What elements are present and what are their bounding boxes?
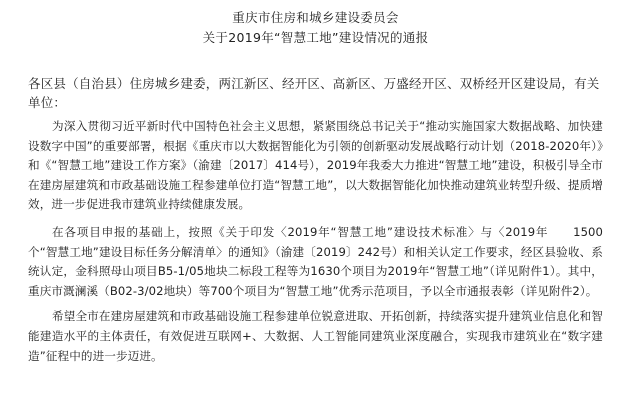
document-title: 关于2019年“智慧工地”建设情况的通报 bbox=[202, 30, 429, 45]
issuer-heading: 重庆市住房和城乡建设委员会 bbox=[232, 10, 399, 25]
paragraph-intro: 为深入贯彻习近平新时代中国特色社会主义思想，紧紧围绕总书记关于“推动实施国家大数据战略、加快建设数字中国”的重要部署，根据《重庆市以大数据智能化为引领的创新驱动发展战略行动计划（2018-2020年）》和《“智慧工地”建设工作方案》（渝建〔2017〕414号），2019年我委大力推进“智慧工地”建设，积极引导全市在建房屋建筑和市政基础设施工程参建单位打造“智慧工地”，以大数据智能化加快推动建筑业转型升级、提质增效，进一步促进我市建筑业持续健康发展。 bbox=[28, 119, 603, 212]
paragraph-closing: 希望全市在建房屋建筑和市政基础设施工程参建单位锐意进取、开拓创新，持续落实提升建筑业信息化和智能建造水平的主体责任，有效促进互联网+、大数据、人工智能同建筑业深度融合，实现我市建筑业在“数字建造”征程中的进一步迈进。 bbox=[28, 309, 603, 363]
salutation: 各区县（自治县）住房城乡建委，两江新区、经开区、高新区、万盛经开区、双桥经开区建设局，有关单位： bbox=[28, 76, 600, 110]
paragraph-results: 在各项目申报的基础上，按照《关于印发〈2019年“智慧工地”建设技术标准〉与〈2019年 1500个“智慧工地”建设目标任务分解清单〉的通知》（渝建〔2019〕242号）和相关认定工作要求，经区县验收、系统认定，金科照母山项目B5-1/05地块二标段工程等为1630个项目为2019年“智慧工地”（详见附件1）。其中，重庆市溉澜溪（B02-3/02地块）等700个项目为“智慧工地”优秀示范项目，予以全市通报表彰（详见附件2）。 bbox=[28, 224, 603, 298]
